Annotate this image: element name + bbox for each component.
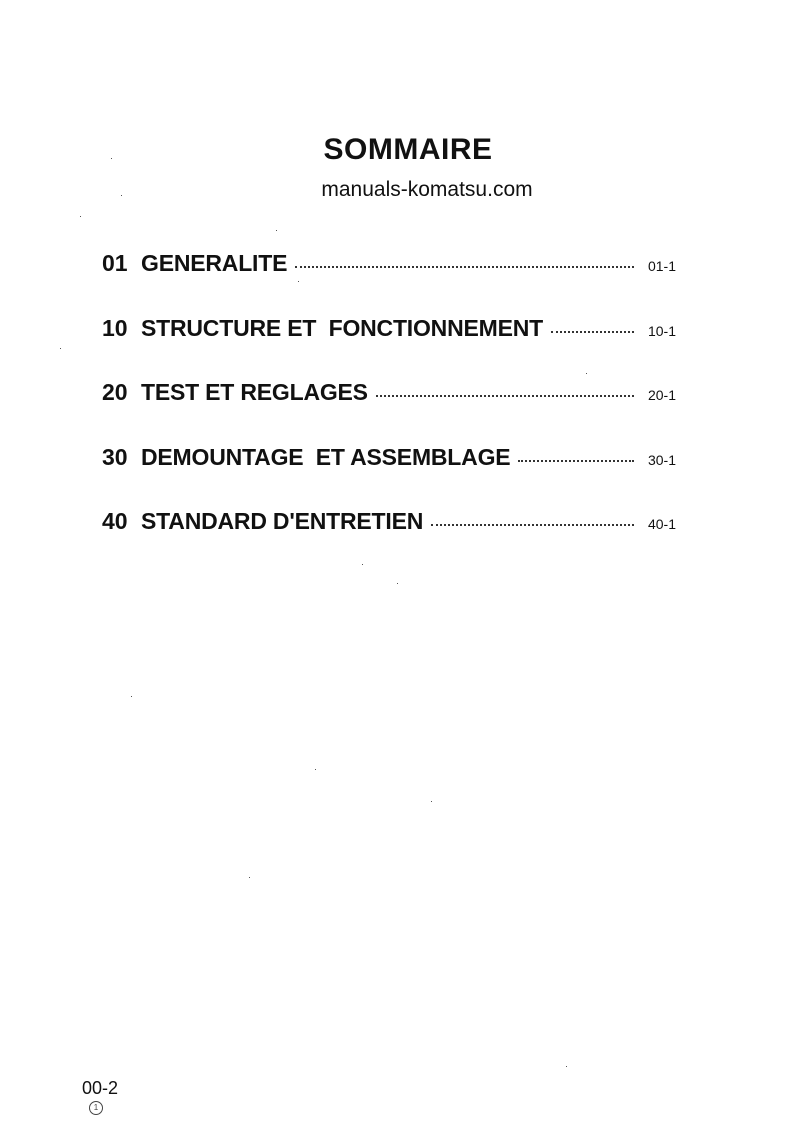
toc-entry-page: 20-1	[647, 387, 676, 403]
revision-mark: 1	[89, 1101, 103, 1115]
toc-entry-label: TEST ET REGLAGES	[141, 379, 368, 405]
scan-speck	[249, 877, 250, 878]
toc-entry-20[interactable]	[102, 374, 676, 439]
scan-speck	[566, 1066, 567, 1067]
toc-entry-number: 10	[102, 314, 128, 341]
toc-entry-page: 10-1	[647, 322, 676, 339]
toc-entry-page: 30-1	[647, 451, 676, 468]
toc-entry-label: STRUCTURE ET FONCTIONNEMENT	[141, 314, 543, 341]
page-number: 00-2	[82, 1078, 119, 1098]
toc-entry-page: 40-1	[647, 516, 676, 532]
scan-speck	[298, 281, 299, 282]
dot-leader	[431, 524, 634, 526]
scan-speck	[397, 583, 398, 584]
toc-entry-number: 20	[102, 379, 128, 405]
dot-leader	[295, 266, 634, 268]
scan-speck	[362, 564, 363, 565]
scan-speck	[111, 158, 112, 159]
scan-speck	[121, 195, 122, 196]
scan-speck	[131, 696, 132, 697]
toc-entry-label: STANDARD D'ENTRETIEN	[141, 508, 424, 534]
toc-entry-number: 40	[102, 508, 128, 534]
scan-speck	[315, 769, 316, 770]
toc-entry-page: 01-1	[647, 258, 676, 274]
scan-speck	[80, 216, 81, 217]
toc-entry-01[interactable]	[102, 245, 676, 310]
dot-leader	[518, 460, 634, 462]
toc-entry-40[interactable]	[102, 503, 676, 568]
toc-entry-30[interactable]	[102, 439, 676, 504]
dot-leader	[551, 331, 634, 333]
toc-entry-number: 30	[102, 443, 128, 470]
toc-entry-label: GENERALITE	[141, 250, 288, 276]
website-link[interactable]: manuals-komatsu.com	[321, 178, 533, 201]
scan-speck	[60, 348, 61, 349]
table-of-contents	[102, 245, 676, 568]
scan-speck	[276, 230, 277, 231]
dot-leader	[376, 395, 634, 397]
toc-entry-number: 01	[102, 250, 128, 276]
toc-entry-10[interactable]	[102, 310, 676, 375]
scan-speck	[586, 373, 587, 374]
scan-speck	[431, 801, 432, 802]
toc-entry-label: DEMOUNTAGE ET ASSEMBLAGE	[141, 443, 511, 470]
page-title: SOMMAIRE	[323, 133, 493, 166]
